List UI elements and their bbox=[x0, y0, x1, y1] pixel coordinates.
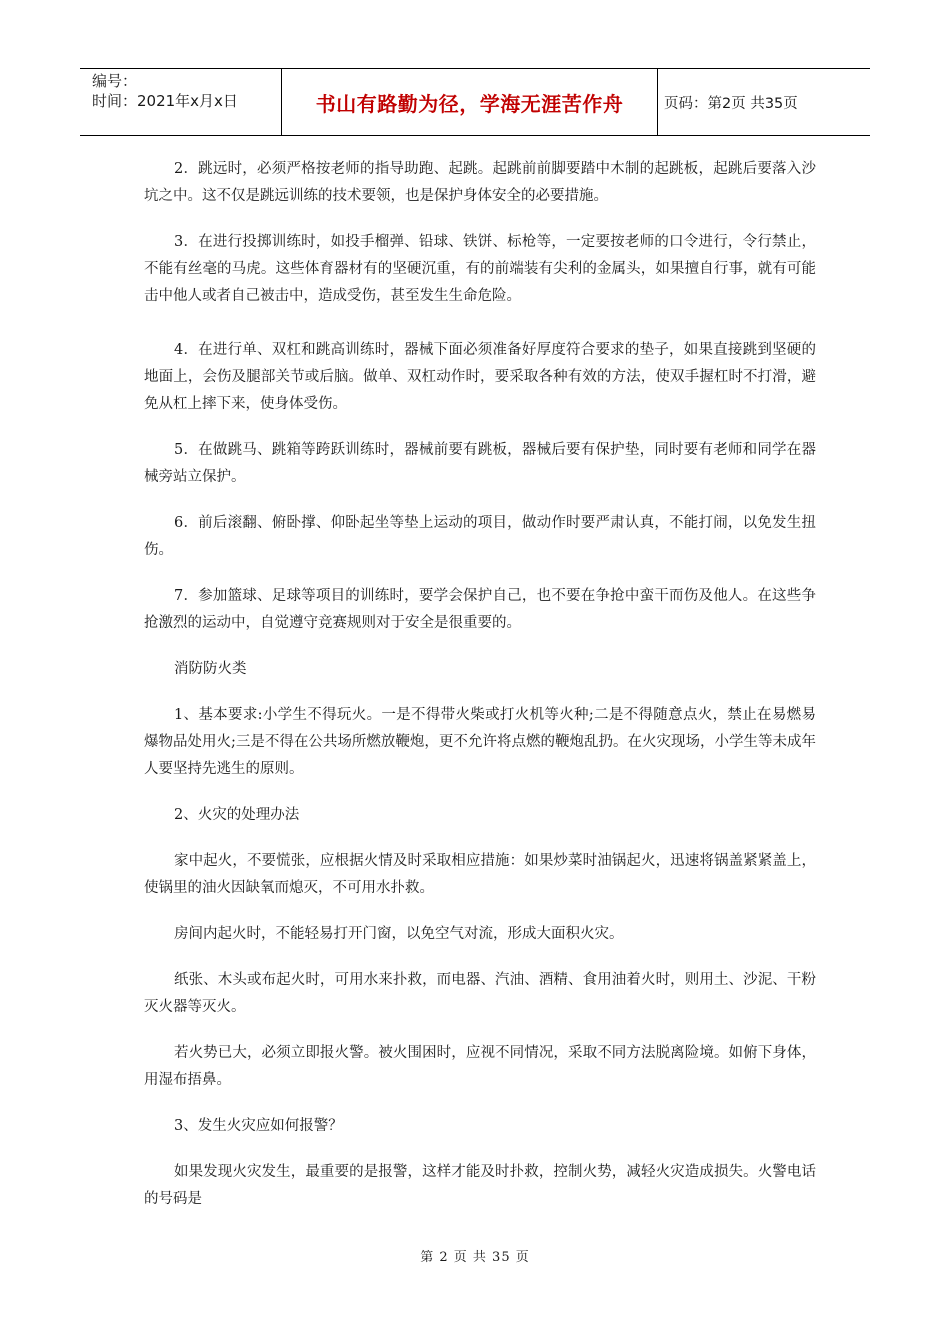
header-motto-cell bbox=[282, 69, 658, 135]
header-page-info: 页码：第2页 共35页 bbox=[664, 95, 798, 112]
paragraph-mat: 6．前后滚翻、俯卧撑、仰卧起坐等垫上运动的项目，做动作时要严肃认真，不能打闹，以免发生扭伤。 bbox=[144, 515, 816, 558]
page-footer: 第 2 页 共 35 页 bbox=[420, 1250, 530, 1265]
header-motto: 书山有路勤为径，学海无涯苦作舟 bbox=[315, 91, 624, 116]
document-body bbox=[144, 156, 816, 1232]
paragraph-fire-report: 如果发现火灾发生，最重要的是报警，这样才能及时扑救，控制火势，减轻火灾造成损失。火警电话的号码是 bbox=[144, 1164, 816, 1207]
subheading-fire-handling: 2、火灾的处理办法 bbox=[174, 807, 300, 823]
paragraph-room-fire: 房间内起火时，不能轻易打开门窗，以免空气对流，形成大面积火灾。 bbox=[174, 926, 624, 942]
header-meta bbox=[80, 69, 282, 135]
paragraph-ball-games: 7．参加篮球、足球等项目的训练时，要学会保护自己，也不要在争抢中蛮干而伤及他人。在这些争抢激烈的运动中，自觉遵守竞赛规则对于安全是很重要的。 bbox=[144, 588, 816, 631]
header-number: 编号： bbox=[92, 72, 138, 90]
paragraph-throwing: 3．在进行投掷训练时，如投手榴弹、铅球、铁饼、标枪等，一定要按老师的口令进行，令行禁止，不能有丝毫的马虎。这些体育器材有的坚硬沉重，有的前端装有尖利的金属头，如果擅自行事，就有可能击中他人或者自己被击中，造成受伤，甚至发生生命危险。 bbox=[144, 234, 816, 304]
page-header bbox=[80, 68, 870, 136]
paragraph-fire-basic: 1、基本要求:小学生不得玩火。一是不得带火柴或打火机等火种;二是不得随意点火，禁止在易燃易爆物品处用火;三是不得在公共场所燃放鞭炮，更不允许将点燃的鞭炮乱扔。在火灾现场，小学生等未成年人要坚持先逃生的原则。 bbox=[144, 707, 816, 777]
paragraph-long-jump: 2．跳远时，必须严格按老师的指导助跑、起跳。起跳前前脚要踏中木制的起跳板，起跳后要落入沙坑之中。这不仅是跳远训练的技术要领，也是保护身体安全的必要措施。 bbox=[144, 161, 816, 204]
section-heading-fire: 消防防火类 bbox=[174, 661, 247, 677]
paragraph-material-fire: 纸张、木头或布起火时，可用水来扑救，而电器、汽油、酒精、食用油着火时，则用土、沙泥、干粉灭火器等灭火。 bbox=[144, 972, 816, 1015]
paragraph-big-fire: 若火势已大，必须立即报火警。被火围困时，应视不同情况，采取不同方法脱离险境。如俯下身体，用湿布捂鼻。 bbox=[144, 1045, 816, 1088]
paragraph-bars: 4．在进行单、双杠和跳高训练时，器械下面必须准备好厚度符合要求的垫子，如果直接跳到坚硬的地面上，会伤及腿部关节或后脑。做单、双杠动作时，要采取各种有效的方法，使双手握杠时不打滑，避免从杠上摔下来，使身体受伤。 bbox=[144, 342, 816, 412]
paragraph-vault: 5．在做跳马、跳箱等跨跃训练时，器械前要有跳板，器械后要有保护垫，同时要有老师和同学在器械旁站立保护。 bbox=[144, 442, 816, 485]
header-time: 时间：2021年x月x日 bbox=[92, 92, 238, 110]
subheading-fire-report: 3、发生火灾应如何报警？ bbox=[174, 1118, 343, 1134]
paragraph-home-fire: 家中起火，不要慌张，应根据火情及时采取相应措施：如果炒菜时油锅起火，迅速将锅盖紧紧盖上，使锅里的油火因缺氧而熄灭，不可用水扑救。 bbox=[144, 853, 816, 896]
